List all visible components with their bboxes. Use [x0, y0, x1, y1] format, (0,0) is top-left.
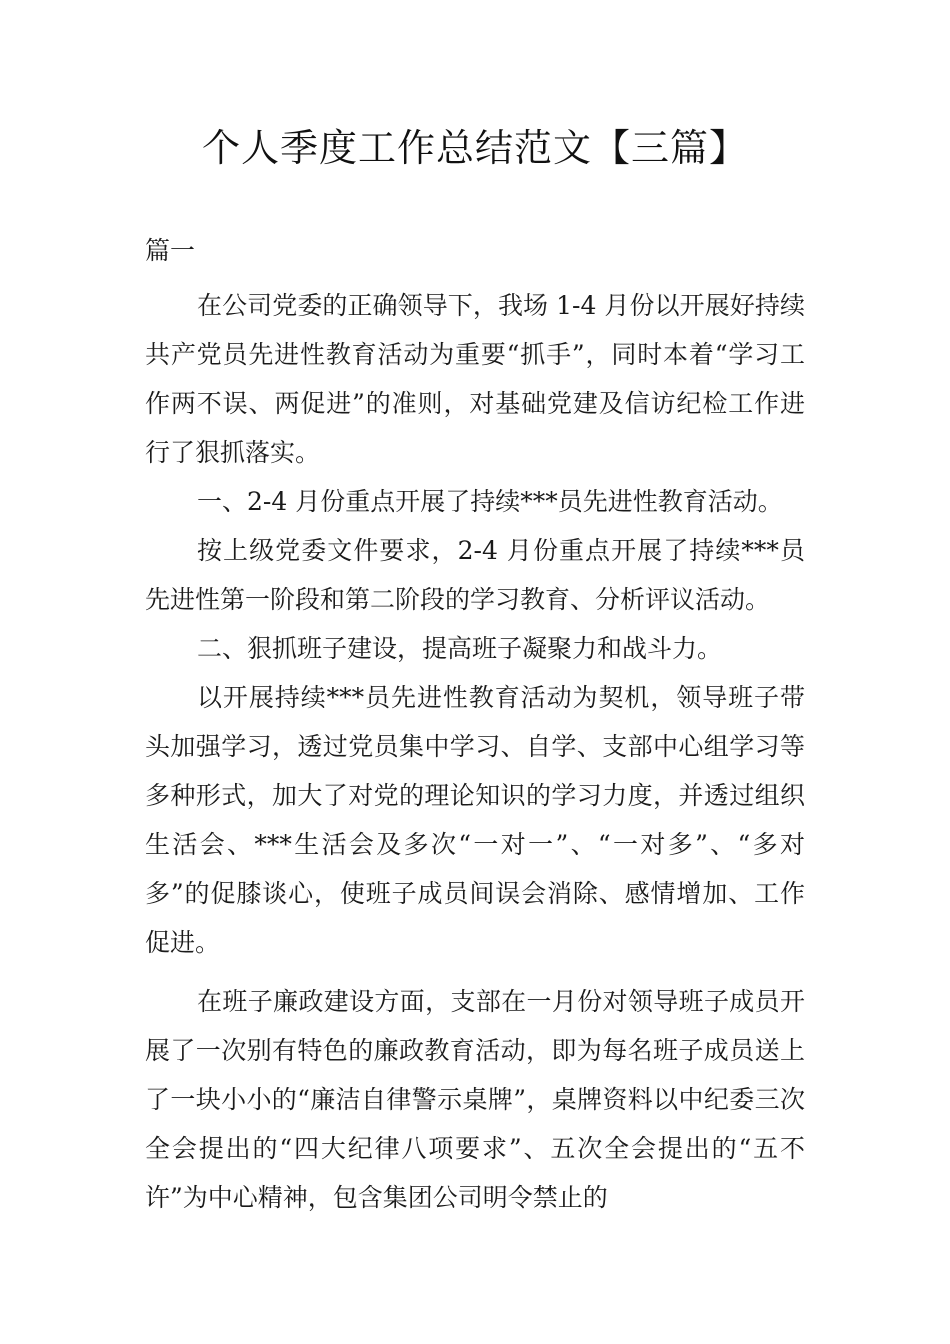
document-title: 个人季度工作总结范文【三篇】	[201, 126, 748, 170]
heading-item-one: 一、2-4 月份重点开展了持续***员先进性教育活动。	[197, 487, 783, 516]
paragraph-item-one: 按上级党委文件要求，2-4 月份重点开展了持续***员先进性第一阶段和第二阶段的学习教育、分析评议活动。	[145, 536, 805, 614]
heading-item-two: 二、狠抓班子建设，提高班子凝聚力和战斗力。	[197, 634, 723, 663]
section-label: 篇一	[145, 236, 196, 265]
document-body	[145, 226, 805, 1222]
paragraph-integrity: 在班子廉政建设方面，支部在一月份对领导班子成员开展了一次别有特色的廉政教育活动，即为每名班子成员送上了一块小小的“廉洁自律警示桌牌”，桌牌资料以中纪委三次全会提出的“四大纪律八项要求”、五次全会提出的“五不许”为中心精神，包含集团公司明令禁止的	[145, 987, 805, 1212]
paragraph-item-two: 以开展持续***员先进性教育活动为契机，领导班子带头加强学习，透过党员集中学习、自学、支部中心组学习等多种形式，加大了对党的理论知识的学习力度，并透过组织生活会、***生活会及多次“一对一”、“一对多”、“多对多”的促膝谈心，使班子成员间误会消除、感情增加、工作促进。	[145, 683, 805, 957]
paragraph-intro: 在公司党委的正确领导下，我场 1-4 月份以开展好持续共产党员先进性教育活动为重要“抓手”，同时本着“学习工作两不误、两促进”的准则，对基础党建及信访纪检工作进行了狠抓落实。	[145, 291, 805, 467]
